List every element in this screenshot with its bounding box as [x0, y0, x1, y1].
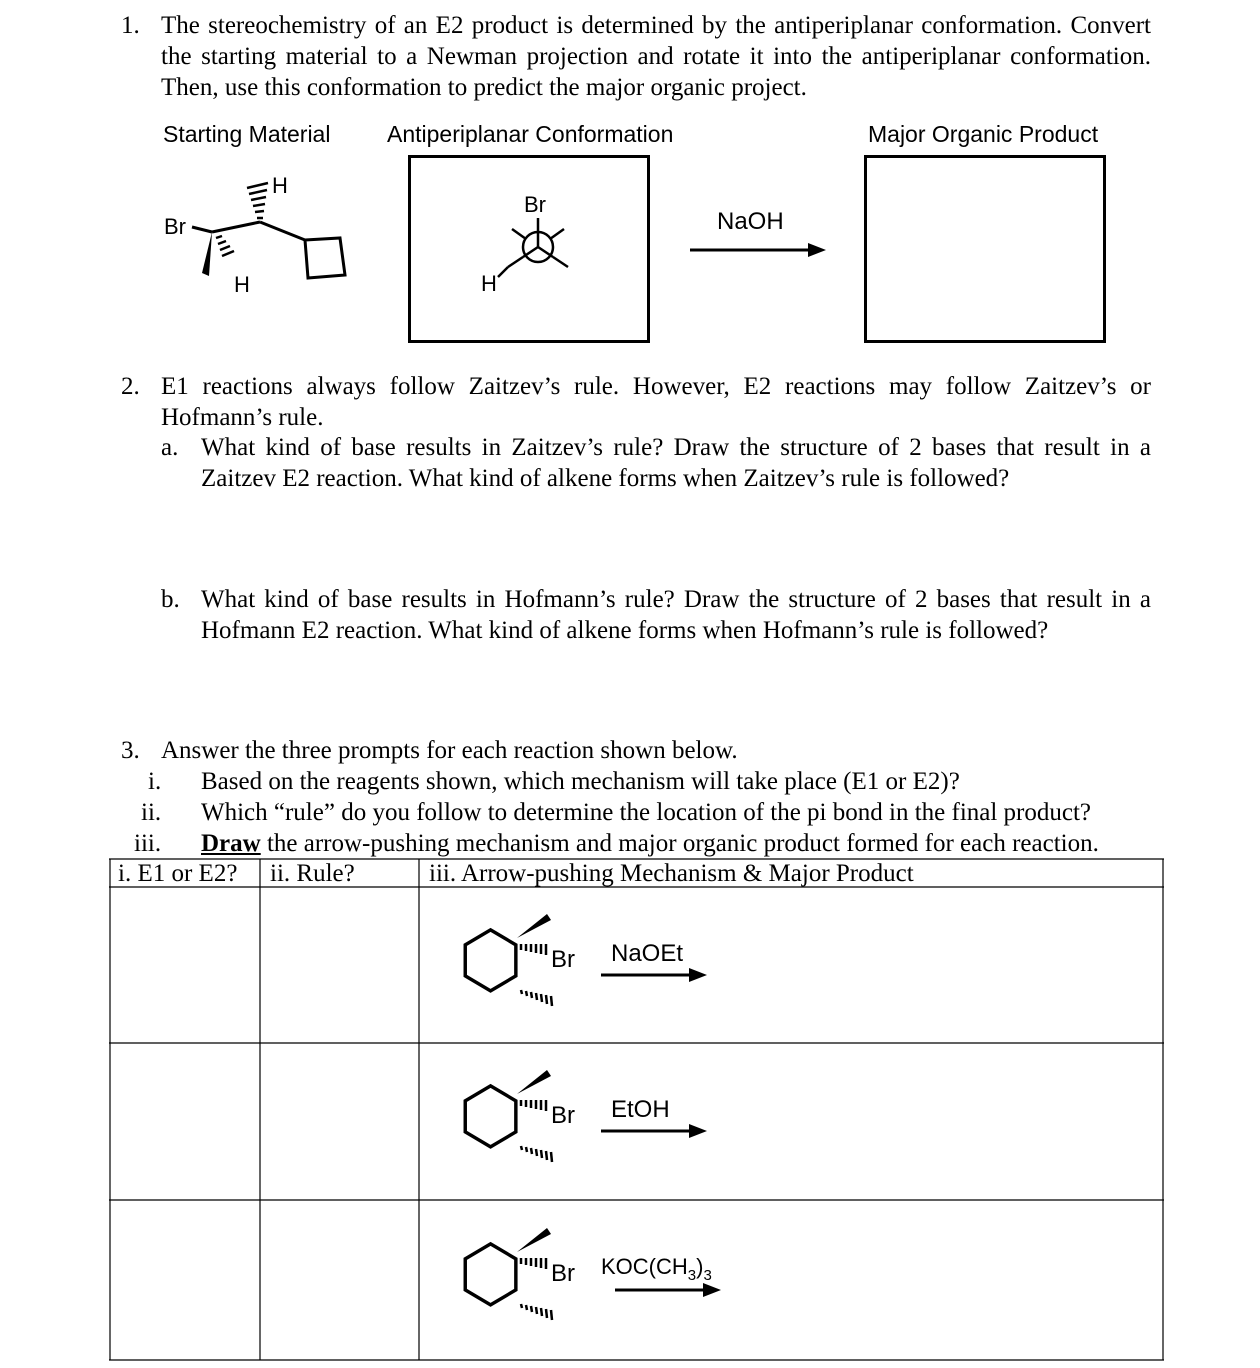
q2b-marker: b. — [161, 586, 180, 613]
q2a-text: What kind of base results in Zaitzev’s rule? Draw the structure of 2 bases that result in a Zaitzev E2 reaction. What kind of alkene forms when Zaitzev’s rule is followed? — [201, 434, 1151, 492]
answer-cell-r3-mech[interactable] — [111, 1201, 259, 1359]
table-header-mechanism-type: i. E1 or E2? — [118, 860, 238, 887]
table-header-rule: ii. Rule? — [270, 860, 355, 887]
reaction-3-structure — [425, 1214, 745, 1344]
q3-text: Answer the three prompts for each reaction shown below. — [161, 737, 738, 764]
label-antiperiplanar: Antiperiplanar Conformation — [387, 121, 674, 147]
cyclohexane-ring-3 — [465, 1244, 516, 1305]
r3-reagent: $KOC(CH_3)_3$ — [601, 1254, 712, 1284]
cyclohexane-ring-1 — [465, 930, 516, 991]
answer-cell-r2-rule[interactable] — [261, 1044, 418, 1199]
r2-reagent: EtOH — [611, 1096, 670, 1123]
answer-cell-r1-mech[interactable] — [111, 888, 259, 1042]
wedge-methyl-3 — [517, 1228, 551, 1252]
answer-cell-r1-rule[interactable] — [261, 888, 418, 1042]
q3-prompt-i-text: Based on the reagents shown, which mechanism will take place (E1 or E2)? — [201, 768, 960, 795]
q1-text: The stereochemistry of an E2 product is determined by the antiperiplanar conformation. Convert the starting material to a Newman projection and rotate it into the antiperiplanar conformation. Then, use this conformation to predict the major organic project. — [161, 12, 1151, 101]
wedge-methyl-1 — [517, 914, 551, 938]
label-major-product: Major Organic Product — [868, 121, 1099, 147]
q3-prompt-ii-text: Which “rule” do you follow to determine the location of the pi bond in the final product? — [201, 799, 1092, 826]
hashed-h-1 — [521, 990, 552, 1006]
q2b-text: What kind of base results in Hofmann’s rule? Draw the structure of 2 bases that result in a Hofmann E2 reaction. What kind of alkene forms when Hofmann’s rule is followed? — [201, 586, 1151, 644]
reaction-arrow-r3 — [703, 1283, 721, 1297]
q2a-marker: a. — [161, 434, 179, 461]
draw-emphasis: Draw — [201, 830, 261, 857]
sm-br: Br — [164, 214, 186, 239]
reaction-2-structure — [425, 1056, 735, 1186]
hashed-h-3 — [521, 1304, 552, 1320]
r1-br: Br — [551, 946, 575, 973]
wedge-methyl-2 — [517, 1070, 551, 1094]
hashed-br-3 — [521, 1258, 546, 1269]
q2-number: 2. — [121, 373, 140, 400]
q3-prompt-iii-text: Draw the arrow-pushing mechanism and major organic product formed for each reaction. — [201, 830, 1099, 857]
r3-br: Br — [551, 1260, 575, 1287]
q3-prompt-iii-marker: iii. — [134, 830, 162, 857]
reaction-arrow-r1 — [689, 968, 707, 982]
q3-prompt-i-marker: i. — [148, 768, 162, 795]
q1-number: 1. — [121, 12, 140, 39]
reagent-naoh: NaOH — [717, 208, 784, 235]
reaction-1-structure — [425, 900, 735, 1030]
q3-prompt-ii-marker: ii. — [141, 799, 162, 826]
reaction-arrow-r2 — [689, 1124, 707, 1138]
answer-cell-r2-mech[interactable] — [111, 1044, 259, 1199]
q3-number: 3. — [121, 737, 140, 764]
newman-br: Br — [524, 192, 546, 217]
sm-h-top: H — [272, 173, 288, 198]
newman-h: H — [481, 271, 497, 296]
hashed-br-2 — [521, 1100, 546, 1111]
hashed-br-1 — [521, 944, 546, 955]
cyclohexane-ring-2 — [465, 1086, 516, 1147]
sm-h-bottom: H — [234, 272, 250, 297]
r1-reagent: NaOEt — [611, 940, 684, 967]
hashed-h-2 — [521, 1146, 552, 1162]
label-starting-material: Starting Material — [163, 121, 331, 147]
q2-text: E1 reactions always follow Zaitzev’s rule. However, E2 reactions may follow Zaitzev’s or Hofmann’s rule. — [161, 373, 1151, 431]
table-header-mechanism-product: iii. Arrow-pushing Mechanism & Major Product — [429, 860, 914, 887]
answer-cell-r3-rule[interactable] — [261, 1201, 418, 1359]
r2-br: Br — [551, 1102, 575, 1129]
